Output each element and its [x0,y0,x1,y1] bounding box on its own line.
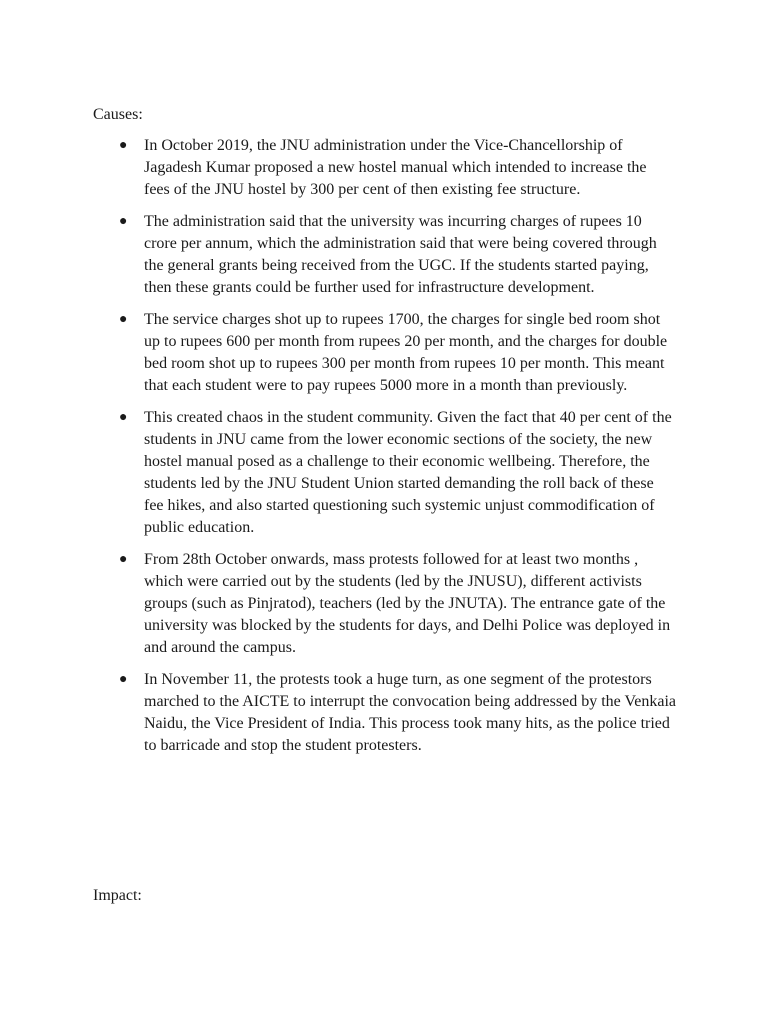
list-item-text: In November 11, the protests took a huge turn, as one segment of the protestors marched to the AICTE to interrupt the convocation being addressed by the Venkaia Naidu, the Vice President of India. This process took many hits, as the police tried to barricade and stop the student protesters. [144,671,676,754]
list-item [116,669,676,757]
list-item [116,407,676,539]
bullet-icon: ● [119,138,128,153]
bullet-icon: ● [119,410,128,425]
list-item-text: The administration said that the university was incurring charges of rupees 10 crore per annum, which the administration said that were being covered through the general grants being received from the UGC. If the students started paying, then these grants could be further used for infrastructure development. [144,213,657,296]
list-item-text: In October 2019, the JNU administration under the Vice-Chancellorship of Jagadesh Kumar proposed a new hostel manual which intended to increase the fees of the JNU hostel by 300 per cent of then existing fee structure. [144,137,647,198]
list-item [116,211,676,299]
list-item [116,135,676,201]
bullet-icon: ● [119,312,128,327]
list-item [116,549,676,659]
bullet-icon: ● [119,552,128,567]
impact-heading: Impact: [93,887,142,904]
list-item-text: From 28th October onwards, mass protests followed for at least two months , which were carried out by the students (led by the JNUSU), different activists groups (such as Pinjratod), teachers (led by the JNUTA). The entrance gate of the university was blocked by the students for days, and Delhi Police was deployed in and around the campus. [144,551,671,656]
bullet-icon: ● [119,214,128,229]
causes-heading: Causes: [93,106,143,123]
causes-list [116,135,676,767]
list-item-text: This created chaos in the student community. Given the fact that 40 per cent of the students in JNU came from the lower economic sections of the society, the new hostel manual posed as a challenge to their economic wellbeing. Therefore, the students led by the JNU Student Union started demanding the roll back of these fee hikes, and also started questioning such systemic unjust commodification of public education. [144,409,672,536]
bullet-icon: ● [119,672,128,687]
list-item-text: The service charges shot up to rupees 1700, the charges for single bed room shot up to rupees 600 per month from rupees 20 per month, and the charges for double bed room shot up to rupees 300 per month from rupees 10 per month. This meant that each student were to pay rupees 5000 more in a month than previously. [144,311,668,394]
list-item [116,309,676,397]
